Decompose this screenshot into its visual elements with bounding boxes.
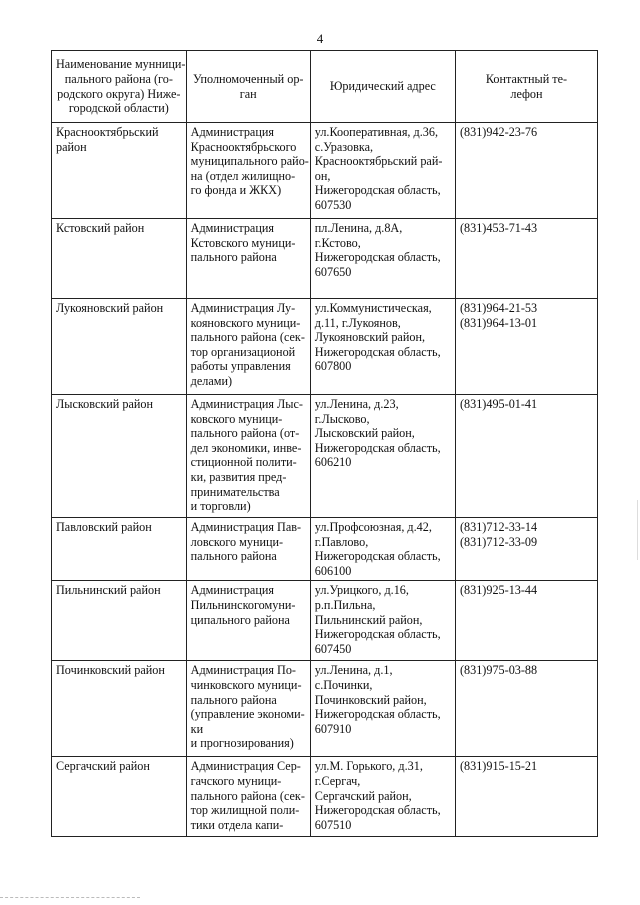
table-row xyxy=(52,661,598,757)
page-number: 4 xyxy=(316,31,324,46)
phone-number: (831)495-01-41 xyxy=(459,397,538,411)
cell-line: ул.Коммунистическая, xyxy=(314,301,432,315)
cell-line: делами) xyxy=(190,373,233,388)
address-cell xyxy=(310,123,455,219)
cell-line: принимательства xyxy=(190,484,280,499)
cell-line: с.Починки, xyxy=(314,677,373,692)
header-line: Юридический адрес xyxy=(329,79,436,94)
cell-line: пального района (сек- xyxy=(190,330,305,345)
cell-line: пл.Ленина, д.8А, xyxy=(314,221,403,235)
district-cell xyxy=(52,395,187,518)
cell-line: ул.М. Горького, д.31, xyxy=(314,759,423,774)
cell-line: Пильнинскогомуни- xyxy=(190,597,296,612)
cell-line: гачского муници- xyxy=(190,773,282,788)
cell-line: Нижегородская область, xyxy=(314,344,441,359)
district-cell xyxy=(52,581,187,661)
cell-line: работы управления xyxy=(190,359,291,374)
cell-line: Администрация Лу- xyxy=(190,301,296,315)
cell-line: 606100 xyxy=(314,563,352,578)
cell-line: Починковский район, xyxy=(314,692,427,707)
cell-line: (управление экономи- xyxy=(190,707,305,722)
cell-line: д.11, г.Лукоянов, xyxy=(314,315,401,330)
cell-line: ципального района xyxy=(190,612,290,627)
header-line: родского округа) Ниже- xyxy=(57,86,181,101)
table-row xyxy=(52,219,598,299)
cell-line: г.Кстово, xyxy=(314,235,361,250)
cell-line: Администрация Сер- xyxy=(190,759,301,774)
cell-line: Нижегородская область, xyxy=(314,440,441,455)
cell-line: Сергачский район xyxy=(56,759,150,774)
authority-cell xyxy=(186,395,310,518)
cell-line: пального района (от- xyxy=(190,426,300,441)
cell-line: 607510 xyxy=(314,817,352,832)
cell-line: ул.Урицкого, д.16, xyxy=(314,583,409,598)
phone-number: (831)975-03-88 xyxy=(459,663,538,678)
address-cell xyxy=(310,518,455,581)
scan-edge-mark xyxy=(637,500,638,560)
cell-line: Пильнинский район xyxy=(56,583,161,598)
header-legal-address xyxy=(310,51,455,123)
municipal-contacts-table xyxy=(51,50,598,837)
cell-line: р.п.Пильна, xyxy=(314,597,376,612)
header-line: Уполномоченный ор- xyxy=(192,71,304,86)
cell-line: ки xyxy=(190,721,204,736)
cell-line: Администрация xyxy=(190,125,274,139)
cell-line: чинковского муници- xyxy=(190,677,302,692)
cell-line: Нижегородская область, xyxy=(314,627,441,642)
cell-line: Нижегородская область, xyxy=(314,707,441,722)
header-line: пального района (го- xyxy=(64,71,173,86)
phone-cell xyxy=(455,581,597,661)
cell-line: ул.Ленина, д.1, xyxy=(314,663,393,678)
phone-number: (831)453-71-43 xyxy=(459,221,538,235)
table-row xyxy=(52,123,598,219)
authority-cell xyxy=(186,757,310,837)
cell-line: и торговли) xyxy=(190,499,251,514)
address-cell xyxy=(310,757,455,837)
header-line: лефон xyxy=(510,86,543,101)
header-line: Контактный те- xyxy=(485,71,568,86)
district-cell xyxy=(52,757,187,837)
phone-number: (831)712-33-14 xyxy=(459,520,538,534)
cell-line: ки, развития пред- xyxy=(190,469,287,484)
header-phone xyxy=(455,51,597,123)
cell-line: дел экономики, инве- xyxy=(190,440,302,455)
cell-line: тики отдела капи- xyxy=(190,817,284,832)
cell-line: Администрация xyxy=(190,221,274,235)
cell-line: с.Уразовка, xyxy=(314,139,374,154)
cell-line: Администрация По- xyxy=(190,663,296,678)
cell-line: ковского муници- xyxy=(190,411,283,426)
address-cell xyxy=(310,299,455,395)
cell-line: он, xyxy=(314,168,331,183)
phone-number: (831)964-21-53 xyxy=(459,301,538,315)
authority-cell xyxy=(186,581,310,661)
cell-line: Администрация Лыс- xyxy=(190,397,303,411)
cell-line: пального района (сек- xyxy=(190,788,305,803)
district-cell xyxy=(52,123,187,219)
cell-line: Кстовский район xyxy=(56,221,145,235)
cell-line: Нижегородская область, xyxy=(314,183,441,198)
cell-line: Лукояновский район xyxy=(56,301,164,315)
phone-cell xyxy=(455,219,597,299)
cell-line: муниципального райо- xyxy=(190,154,309,169)
address-cell xyxy=(310,219,455,299)
cell-line: Нижегородская область, xyxy=(314,549,441,564)
cell-line: и прогнозирования) xyxy=(190,736,294,751)
cell-line: Пильнинский район, xyxy=(314,612,423,627)
authority-cell xyxy=(186,518,310,581)
cell-line: район xyxy=(56,139,87,154)
phone-cell xyxy=(455,757,597,837)
cell-line: Краснооктябрьский рай- xyxy=(314,154,443,169)
table-row xyxy=(52,299,598,395)
cell-line: 607650 xyxy=(314,264,352,279)
authority-cell xyxy=(186,661,310,757)
phone-cell xyxy=(455,123,597,219)
table-row xyxy=(52,757,598,837)
authority-cell xyxy=(186,219,310,299)
address-cell xyxy=(310,395,455,518)
phone-number: (831)712-33-09 xyxy=(459,534,538,549)
phone-number: (831)915-15-21 xyxy=(459,759,538,774)
cell-line: на (отдел жилищно- xyxy=(190,168,296,183)
cell-line: Починковский район xyxy=(56,663,165,678)
cell-line: 607530 xyxy=(314,197,352,212)
header-municipality xyxy=(52,51,187,123)
cell-line: стиционной полити- xyxy=(190,455,297,470)
cell-line: г.Сергач, xyxy=(314,773,361,788)
cell-line: ул.Ленина, д.23, xyxy=(314,397,399,411)
cell-line: ул.Профсоюзная, д.42, xyxy=(314,520,432,534)
cell-line: кояновского муници- xyxy=(190,315,301,330)
scan-footer-mark xyxy=(0,897,140,899)
table-row xyxy=(52,518,598,581)
phone-cell xyxy=(455,395,597,518)
authority-cell xyxy=(186,123,310,219)
table-row xyxy=(52,395,598,518)
cell-line: г.Павлово, xyxy=(314,534,369,549)
cell-line: 607450 xyxy=(314,641,352,656)
cell-line: Краснооктябрьского xyxy=(190,139,297,154)
phone-number: (831)925-13-44 xyxy=(459,583,538,598)
header-line: Наименование мунници- xyxy=(56,57,186,72)
address-cell xyxy=(310,661,455,757)
cell-line: Администрация Пав- xyxy=(190,520,302,534)
district-cell xyxy=(52,299,187,395)
cell-line: пального района xyxy=(190,250,277,265)
phone-number: (831)964-13-01 xyxy=(459,315,538,330)
cell-line: Лысковский район xyxy=(56,397,154,411)
cell-line: пального района xyxy=(190,549,277,564)
cell-line: Администрация xyxy=(190,583,274,598)
phone-cell xyxy=(455,299,597,395)
cell-line: пального района xyxy=(190,692,277,707)
cell-line: г.Лысково, xyxy=(314,411,370,426)
phone-cell xyxy=(455,661,597,757)
cell-line: 607800 xyxy=(314,359,352,374)
cell-line: Нижегородская область, xyxy=(314,803,441,818)
cell-line: ловского муници- xyxy=(190,534,284,549)
table-row xyxy=(52,581,598,661)
cell-line: Лысковский район, xyxy=(314,426,415,441)
cell-line: ул.Кооперативная, д.36, xyxy=(314,125,439,139)
cell-line: Краснооктябрьский xyxy=(56,125,159,139)
cell-line: тор организационой xyxy=(190,344,296,359)
cell-line: Павловский район xyxy=(56,520,152,534)
address-cell xyxy=(310,581,455,661)
cell-line: Сергачский район, xyxy=(314,788,412,803)
cell-line: Кстовского муници- xyxy=(190,235,296,250)
header-line: городской области) xyxy=(68,101,169,116)
cell-line: Лукояновский район, xyxy=(314,330,426,345)
phone-cell xyxy=(455,518,597,581)
cell-line: го фонда и ЖКХ) xyxy=(190,183,282,198)
cell-line: 607910 xyxy=(314,721,352,736)
header-authority xyxy=(186,51,310,123)
cell-line: Нижегородская область, xyxy=(314,250,441,265)
cell-line: 606210 xyxy=(314,455,352,470)
header-line: ган xyxy=(239,86,257,101)
district-cell xyxy=(52,661,187,757)
district-cell xyxy=(52,518,187,581)
authority-cell xyxy=(186,299,310,395)
table-header-row xyxy=(52,51,598,123)
cell-line: тор жилищной поли- xyxy=(190,803,300,818)
phone-number: (831)942-23-76 xyxy=(459,125,538,139)
district-cell xyxy=(52,219,187,299)
